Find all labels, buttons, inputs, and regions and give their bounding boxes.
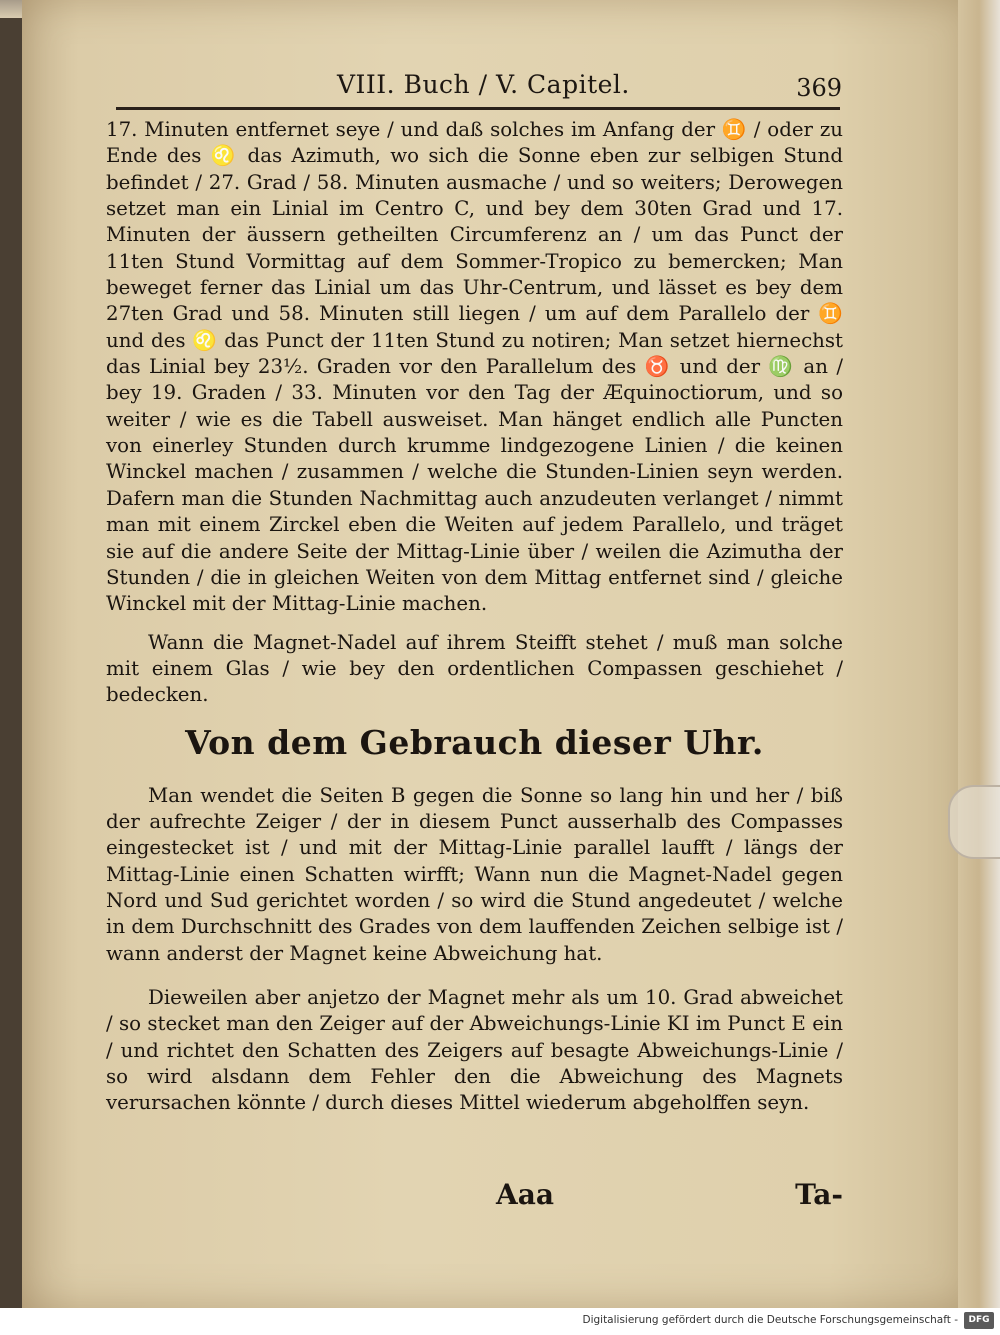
body-text: [106, 117, 843, 1117]
paragraph-4: Dieweilen aber anjetzo der Magnet mehr als um 10. Grad abweichet / so stecket man den Zeiger auf der Abweichungs-Linie KI im Punct E ein / und richtet den Schatten des Zeigers auf besagte Abweichungs-Linie / so wird alsdann dem Fehler den die Abweichung des Magnets verursachen könnte / durch dieses Mittel wiederum abgeholffen seyn.: [106, 985, 843, 1115]
catchword: Ta-: [795, 1178, 843, 1211]
section-heading: Von dem Gebrauch dieser Uhr.: [185, 722, 764, 762]
page-header: [112, 70, 842, 106]
signature-mark: Aaa: [496, 1178, 555, 1211]
running-head: VIII. Buch / V. Capitel.: [337, 70, 630, 99]
paragraph-2: Wann die Magnet-Nadel auf ihrem Steifft stehet / muß man solche mit einem Glas / wie bey den ordentlichen Compassen geschiehet / bedecken.: [106, 630, 843, 707]
clip-tab: [948, 785, 1000, 859]
page-edge-right: [958, 0, 1000, 1308]
paragraph-1: 17. Minuten entfernet seye / und daß solches im Anfang der ♊ / oder zu Ende des ♌ das Azimuth, wo sich die Sonne eben zur selbigen Stund befindet / 27. Grad / 58. Minuten ausmache / und so weiters; Derowegen setzet man ein Linial im Centro C, und bey dem 30ten Grad und 17. Minuten der äussern getheilten Circumferenz an / um das Punct der 11ten Stund Vormittag auf dem Sommer-Tropico zu bemercken; Man beweget ferner das Linial um das Uhr-Centrum, und lässet es bey dem 27ten Grad und 58. Minuten still liegen / um auf dem Parallelo der ♊ und des ♌ das Punct der 11ten Stund zu notiren; Man setzet hiernechst das Linial bey 23½. Graden vor den Parallelum des ♉ und der ♍ an / bey 19. Graden / 33. Minuten vor den Tag der Æquinoctiorum, und so weiter / wie es die Tabell ausweiset. Man hänget endlich alle Puncten von einerley Stunden durch krumme lindgezogene Linien / die keinen Winckel machen / zusammen / welche die Stunden-Linien seyn werden. Dafern man die Stunden Nachmittag auch anzudeuten verlanget / nimmt man mit einem Zirckel eben die Weiten auf jedem Parallelo, und träget sie auf die andere Seite der Mittag-Linie über / weilen die Azimutha der Stunden / die in gleichen Weiten von dem Mittag entfernet sind / gleiche Winckel mit der Mittag-Linie machen.: [106, 118, 843, 616]
page-footer: [106, 1178, 843, 1212]
header-rule: [116, 107, 840, 110]
dfg-logo-icon: DFG: [964, 1312, 994, 1329]
page-number: 369: [796, 74, 842, 102]
paragraph-3: Man wendet die Seiten B gegen die Sonne so lang hin und her / biß der aufrechte Zeiger / der in diesem Punct ausserhalb des Compasses eingestecket ist / und mit der Mittag-Linie parallel laufft / längs der Mittag-Linie einen Schatten wirfft; Wann nun die Magnet-Nadel gegen Nord und Sud gerichtet worden / so wird die Stund angedeutet / welche in dem Durchschnitt des Grades von dem lauffenden Zeichen selbige ist / wann anderst der Magnet keine Abweichung hat.: [106, 783, 843, 965]
credit-bar: [0, 1308, 1000, 1335]
credit-text: Digitalisierung gefördert durch die Deutsche Forschungsgemeinschaft -: [582, 1314, 958, 1326]
